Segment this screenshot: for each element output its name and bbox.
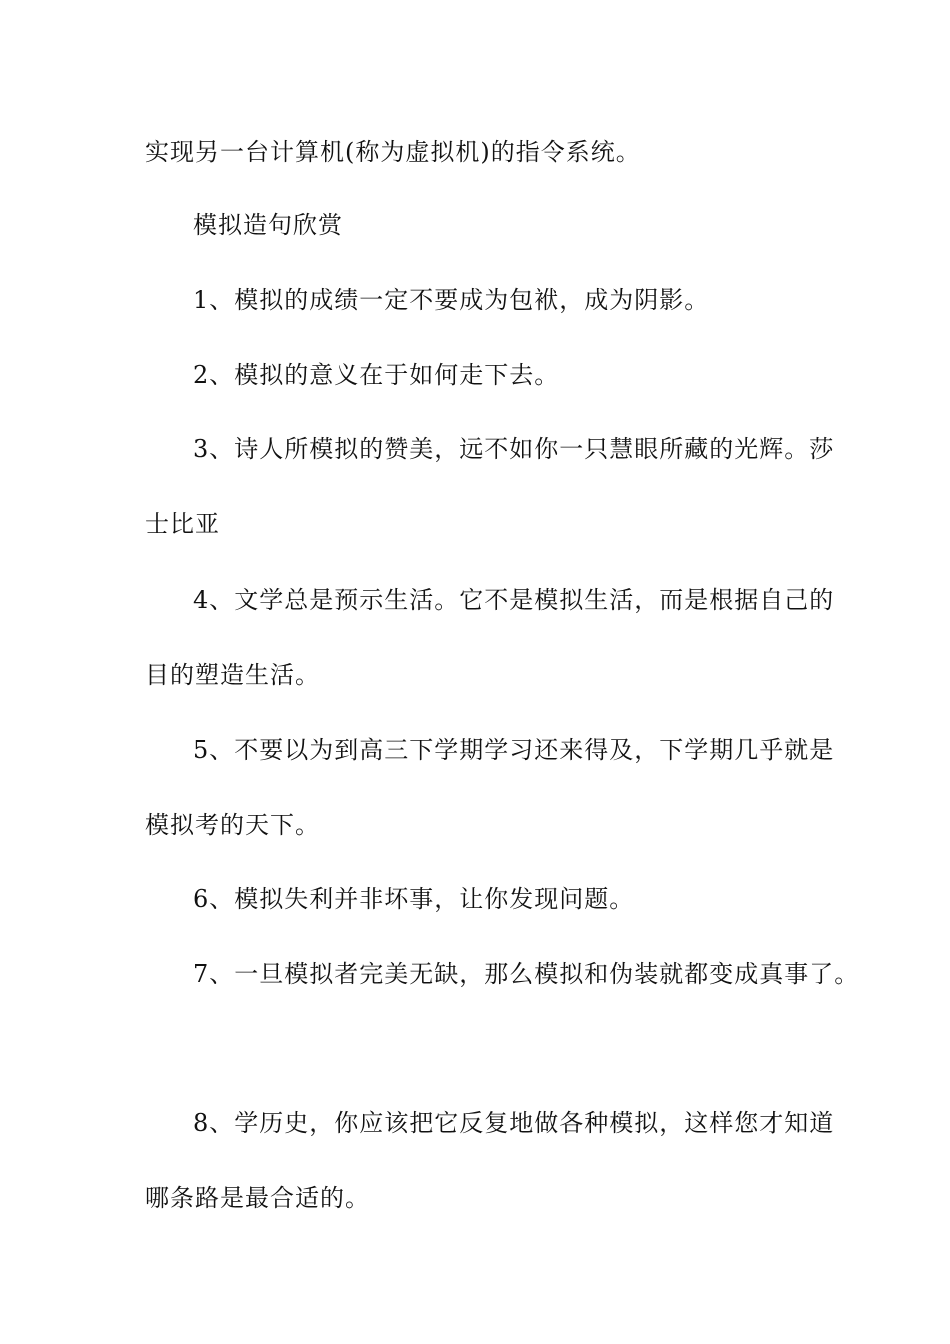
list-item: 6、模拟失利并非坏事，让你发现问题。 xyxy=(193,885,635,913)
list-item: 3、诗人所模拟的赞美，远不如你一只慧眼所藏的光辉。莎 xyxy=(193,435,835,463)
text-line: 哪条路是最合适的。 xyxy=(145,1184,370,1212)
text-line: 士比亚 xyxy=(145,510,220,538)
list-item: 1、模拟的成绩一定不要成为包袱，成为阴影。 xyxy=(193,286,710,314)
section-heading: 模拟造句欣赏 xyxy=(193,211,343,239)
text-line: 模拟考的天下。 xyxy=(145,811,320,839)
text-line: 实现另一台计算机(称为虚拟机)的指令系统。 xyxy=(145,138,641,166)
list-item: 8、学历史，你应该把它反复地做各种模拟，这样您才知道 xyxy=(193,1109,835,1137)
list-item: 5、不要以为到高三下学期学习还来得及，下学期几乎就是 xyxy=(193,736,835,764)
list-item: 4、文学总是预示生活。它不是模拟生活，而是根据自己的 xyxy=(193,586,835,614)
list-item: 7、一旦模拟者完美无缺，那么模拟和伪装就都变成真事了。 xyxy=(193,960,860,988)
list-item: 2、模拟的意义在于如何走下去。 xyxy=(193,361,560,389)
text-line: 目的塑造生活。 xyxy=(145,661,320,689)
